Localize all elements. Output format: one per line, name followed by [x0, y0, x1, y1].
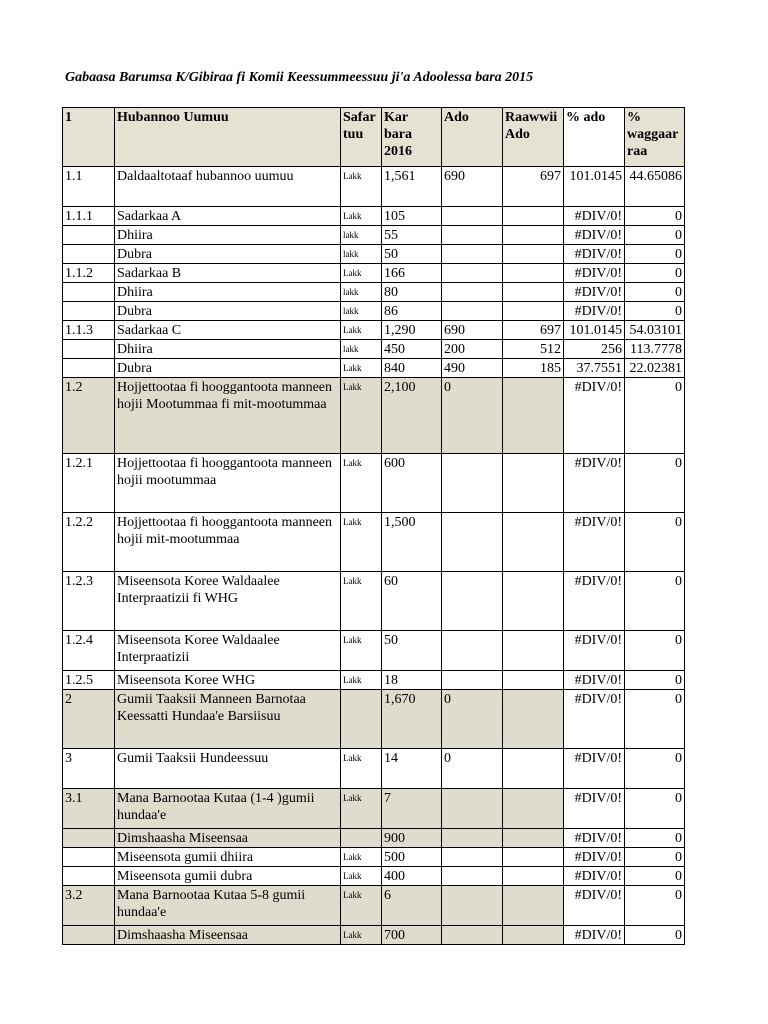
- cell-name: Miseensota Koree WHG: [115, 671, 341, 690]
- table-row: [63, 886, 685, 926]
- cell-raawwii: [503, 867, 564, 886]
- table-row: [63, 572, 685, 631]
- cell-unit: Lakk: [341, 749, 382, 789]
- cell-plan: 86: [382, 302, 442, 321]
- cell-pct-year: 54.03101: [625, 321, 685, 340]
- cell-name: Dhiira: [115, 283, 341, 302]
- cell-name: Hojjettootaa fi hooggantoota manneen hojii mit-mootummaa: [115, 513, 341, 572]
- cell-ado: 690: [442, 167, 503, 207]
- cell-pct-ado: #DIV/0!: [564, 245, 625, 264]
- cell-name: Hojjettootaa fi hooggantoota manneen hojii Mootummaa fi mit-mootummaa: [115, 378, 341, 454]
- table-row: [63, 789, 685, 829]
- cell-plan: 55: [382, 226, 442, 245]
- cell-name: Dubra: [115, 302, 341, 321]
- cell-pct-ado: #DIV/0!: [564, 572, 625, 631]
- cell-raawwii: [503, 631, 564, 671]
- cell-ado: 0: [442, 378, 503, 454]
- cell-pct-ado: 256: [564, 340, 625, 359]
- cell-pct-year: 0: [625, 690, 685, 749]
- cell-plan: 60: [382, 572, 442, 631]
- cell-unit: Lakk: [341, 167, 382, 207]
- cell-pct-year: 0: [625, 789, 685, 829]
- cell-raawwii: [503, 572, 564, 631]
- cell-unit: lakk: [341, 245, 382, 264]
- cell-name: Dhiira: [115, 226, 341, 245]
- cell-pct-ado: #DIV/0!: [564, 886, 625, 926]
- cell-unit: Lakk: [341, 631, 382, 671]
- cell-pct-ado: #DIV/0!: [564, 867, 625, 886]
- table-row: [63, 264, 685, 283]
- cell-unit: lakk: [341, 283, 382, 302]
- cell-pct-year: 22.02381: [625, 359, 685, 378]
- table-header-row: [63, 108, 685, 167]
- cell-no: [63, 245, 115, 264]
- cell-name: Sadarkaa B: [115, 264, 341, 283]
- cell-unit: Lakk: [341, 359, 382, 378]
- cell-unit: Lakk: [341, 378, 382, 454]
- table-row: [63, 848, 685, 867]
- cell-pct-ado: #DIV/0!: [564, 829, 625, 848]
- cell-unit: Lakk: [341, 572, 382, 631]
- cell-pct-ado: #DIV/0!: [564, 848, 625, 867]
- cell-raawwii: 697: [503, 321, 564, 340]
- cell-plan: 1,561: [382, 167, 442, 207]
- cell-unit: Lakk: [341, 207, 382, 226]
- cell-name: Miseensota Koree Waldaalee Interpraatizii: [115, 631, 341, 671]
- cell-plan: 18: [382, 671, 442, 690]
- cell-raawwii: [503, 226, 564, 245]
- cell-pct-ado: #DIV/0!: [564, 454, 625, 513]
- table-row: [63, 631, 685, 671]
- table-row: [63, 340, 685, 359]
- cell-no: 1.2.4: [63, 631, 115, 671]
- cell-pct-year: 0: [625, 513, 685, 572]
- cell-no: [63, 226, 115, 245]
- cell-no: 3: [63, 749, 115, 789]
- table-row: [63, 829, 685, 848]
- cell-raawwii: [503, 926, 564, 945]
- cell-no: [63, 283, 115, 302]
- cell-ado: [442, 454, 503, 513]
- cell-no: 2: [63, 690, 115, 749]
- cell-name: Dhiira: [115, 340, 341, 359]
- cell-name: Dubra: [115, 245, 341, 264]
- cell-pct-ado: #DIV/0!: [564, 631, 625, 671]
- cell-no: 1.1: [63, 167, 115, 207]
- cell-no: [63, 340, 115, 359]
- cell-unit: Lakk: [341, 886, 382, 926]
- cell-pct-year: 0: [625, 264, 685, 283]
- cell-name: Daldaaltotaaf hubannoo uumuu: [115, 167, 341, 207]
- cell-name: Sadarkaa A: [115, 207, 341, 226]
- table-row: [63, 302, 685, 321]
- cell-raawwii: [503, 454, 564, 513]
- cell-unit: Lakk: [341, 926, 382, 945]
- cell-no: [63, 848, 115, 867]
- header-pct-year: % waggaar raa: [625, 108, 685, 167]
- cell-raawwii: 512: [503, 340, 564, 359]
- cell-ado: [442, 867, 503, 886]
- cell-raawwii: 697: [503, 167, 564, 207]
- header-no: 1: [63, 108, 115, 167]
- cell-no: 1.1.1: [63, 207, 115, 226]
- table-row: [63, 359, 685, 378]
- cell-no: 1.2: [63, 378, 115, 454]
- cell-pct-ado: #DIV/0!: [564, 789, 625, 829]
- cell-pct-ado: #DIV/0!: [564, 302, 625, 321]
- cell-raawwii: [503, 207, 564, 226]
- cell-ado: [442, 283, 503, 302]
- cell-no: 3.1: [63, 789, 115, 829]
- cell-no: 3.2: [63, 886, 115, 926]
- cell-pct-year: 113.7778: [625, 340, 685, 359]
- cell-name: Sadarkaa C: [115, 321, 341, 340]
- cell-pct-year: 0: [625, 829, 685, 848]
- table-row: [63, 226, 685, 245]
- cell-pct-ado: #DIV/0!: [564, 226, 625, 245]
- cell-pct-year: 0: [625, 245, 685, 264]
- report-title: Gabaasa Barumsa K/Gibiraa fi Komii Keessummeessuu ji'a Adoolessa bara 2015: [65, 70, 534, 85]
- cell-unit: Lakk: [341, 848, 382, 867]
- cell-no: [63, 302, 115, 321]
- cell-ado: [442, 245, 503, 264]
- cell-name: Hojjettootaa fi hooggantoota manneen hojii mootummaa: [115, 454, 341, 513]
- cell-pct-ado: #DIV/0!: [564, 749, 625, 789]
- table-row: [63, 207, 685, 226]
- cell-raawwii: [503, 513, 564, 572]
- cell-no: 1.2.5: [63, 671, 115, 690]
- cell-pct-year: 0: [625, 671, 685, 690]
- cell-name: Dubra: [115, 359, 341, 378]
- cell-pct-ado: #DIV/0!: [564, 207, 625, 226]
- cell-name: Gumii Taaksii Hundeessuu: [115, 749, 341, 789]
- header-unit: Safar tuu: [341, 108, 382, 167]
- header-plan: Kar bara 2016: [382, 108, 442, 167]
- cell-raawwii: [503, 245, 564, 264]
- table-row: [63, 378, 685, 454]
- cell-pct-year: 0: [625, 454, 685, 513]
- cell-plan: 450: [382, 340, 442, 359]
- cell-no: [63, 926, 115, 945]
- cell-plan: 1,500: [382, 513, 442, 572]
- cell-pct-ado: #DIV/0!: [564, 926, 625, 945]
- cell-raawwii: [503, 789, 564, 829]
- cell-ado: 0: [442, 690, 503, 749]
- cell-pct-ado: 37.7551: [564, 359, 625, 378]
- cell-ado: [442, 264, 503, 283]
- cell-unit: Lakk: [341, 321, 382, 340]
- table-row: [63, 690, 685, 749]
- table-row: [63, 513, 685, 572]
- cell-plan: 400: [382, 867, 442, 886]
- cell-no: [63, 867, 115, 886]
- cell-ado: [442, 572, 503, 631]
- cell-raawwii: [503, 690, 564, 749]
- cell-no: [63, 359, 115, 378]
- cell-plan: 14: [382, 749, 442, 789]
- cell-unit: lakk: [341, 340, 382, 359]
- cell-raawwii: [503, 848, 564, 867]
- cell-ado: [442, 789, 503, 829]
- cell-pct-ado: #DIV/0!: [564, 513, 625, 572]
- cell-plan: 600: [382, 454, 442, 513]
- cell-pct-year: 0: [625, 631, 685, 671]
- cell-pct-ado: #DIV/0!: [564, 378, 625, 454]
- cell-unit: [341, 829, 382, 848]
- cell-unit: lakk: [341, 226, 382, 245]
- cell-raawwii: [503, 886, 564, 926]
- cell-pct-year: 0: [625, 378, 685, 454]
- cell-unit: [341, 690, 382, 749]
- cell-pct-year: 0: [625, 749, 685, 789]
- cell-name: Mana Barnootaa Kutaa 5-8 gumii hundaa'e: [115, 886, 341, 926]
- cell-unit: Lakk: [341, 671, 382, 690]
- cell-unit: Lakk: [341, 867, 382, 886]
- cell-raawwii: [503, 302, 564, 321]
- cell-ado: 690: [442, 321, 503, 340]
- cell-plan: 2,100: [382, 378, 442, 454]
- cell-raawwii: [503, 283, 564, 302]
- cell-plan: 80: [382, 283, 442, 302]
- table-row: [63, 167, 685, 207]
- cell-ado: [442, 207, 503, 226]
- cell-plan: 166: [382, 264, 442, 283]
- cell-name: Dimshaasha Miseensaa: [115, 926, 341, 945]
- cell-unit: Lakk: [341, 454, 382, 513]
- cell-pct-year: 0: [625, 572, 685, 631]
- cell-plan: 7: [382, 789, 442, 829]
- cell-plan: 700: [382, 926, 442, 945]
- cell-no: 1.2.1: [63, 454, 115, 513]
- cell-ado: [442, 671, 503, 690]
- cell-unit: lakk: [341, 302, 382, 321]
- table-row: [63, 867, 685, 886]
- cell-ado: [442, 302, 503, 321]
- header-name: Hubannoo Uumuu: [115, 108, 341, 167]
- table-row: [63, 749, 685, 789]
- cell-pct-year: 0: [625, 926, 685, 945]
- cell-ado: 0: [442, 749, 503, 789]
- cell-plan: 500: [382, 848, 442, 867]
- cell-pct-year: 0: [625, 207, 685, 226]
- cell-ado: [442, 513, 503, 572]
- cell-pct-year: 0: [625, 867, 685, 886]
- cell-name: Gumii Taaksii Manneen Barnotaa Keessatti Hundaa'e Barsiisuu: [115, 690, 341, 749]
- cell-ado: [442, 226, 503, 245]
- cell-no: 1.1.3: [63, 321, 115, 340]
- cell-raawwii: 185: [503, 359, 564, 378]
- cell-pct-year: 0: [625, 283, 685, 302]
- cell-pct-ado: #DIV/0!: [564, 264, 625, 283]
- cell-pct-year: 0: [625, 886, 685, 926]
- cell-no: 1.1.2: [63, 264, 115, 283]
- cell-no: [63, 829, 115, 848]
- cell-plan: 50: [382, 245, 442, 264]
- report-table: [62, 107, 685, 945]
- cell-raawwii: [503, 378, 564, 454]
- cell-plan: 1,290: [382, 321, 442, 340]
- cell-pct-ado: 101.0145: [564, 167, 625, 207]
- cell-name: Miseensota Koree Waldaalee Interpraatizii fi WHG: [115, 572, 341, 631]
- cell-ado: [442, 926, 503, 945]
- cell-ado: [442, 631, 503, 671]
- cell-name: Mana Barnootaa Kutaa (1-4 )gumii hundaa'e: [115, 789, 341, 829]
- cell-plan: 6: [382, 886, 442, 926]
- cell-no: 1.2.2: [63, 513, 115, 572]
- cell-ado: [442, 829, 503, 848]
- cell-raawwii: [503, 264, 564, 283]
- cell-pct-year: 0: [625, 848, 685, 867]
- cell-pct-year: 0: [625, 226, 685, 245]
- cell-ado: [442, 886, 503, 926]
- cell-ado: [442, 848, 503, 867]
- cell-raawwii: [503, 829, 564, 848]
- cell-plan: 1,670: [382, 690, 442, 749]
- cell-pct-ado: #DIV/0!: [564, 690, 625, 749]
- cell-ado: 490: [442, 359, 503, 378]
- cell-pct-ado: 101.0145: [564, 321, 625, 340]
- cell-unit: Lakk: [341, 789, 382, 829]
- table-row: [63, 245, 685, 264]
- header-pct-ado: % ado: [564, 108, 625, 167]
- table-row: [63, 671, 685, 690]
- cell-pct-year: 0: [625, 302, 685, 321]
- cell-no: 1.2.3: [63, 572, 115, 631]
- cell-pct-ado: #DIV/0!: [564, 283, 625, 302]
- header-raawwii: Raawwii Ado: [503, 108, 564, 167]
- cell-pct-year: 44.65086: [625, 167, 685, 207]
- table-row: [63, 454, 685, 513]
- cell-plan: 840: [382, 359, 442, 378]
- cell-raawwii: [503, 749, 564, 789]
- cell-plan: 50: [382, 631, 442, 671]
- cell-plan: 900: [382, 829, 442, 848]
- cell-unit: Lakk: [341, 513, 382, 572]
- cell-ado: 200: [442, 340, 503, 359]
- cell-plan: 105: [382, 207, 442, 226]
- cell-pct-ado: #DIV/0!: [564, 671, 625, 690]
- header-ado: Ado: [442, 108, 503, 167]
- table-row: [63, 321, 685, 340]
- cell-name: Dimshaasha Miseensaa: [115, 829, 341, 848]
- table-row: [63, 283, 685, 302]
- cell-name: Miseensota gumii dubra: [115, 867, 341, 886]
- table-row: [63, 926, 685, 945]
- cell-unit: Lakk: [341, 264, 382, 283]
- cell-name: Miseensota gumii dhiira: [115, 848, 341, 867]
- cell-raawwii: [503, 671, 564, 690]
